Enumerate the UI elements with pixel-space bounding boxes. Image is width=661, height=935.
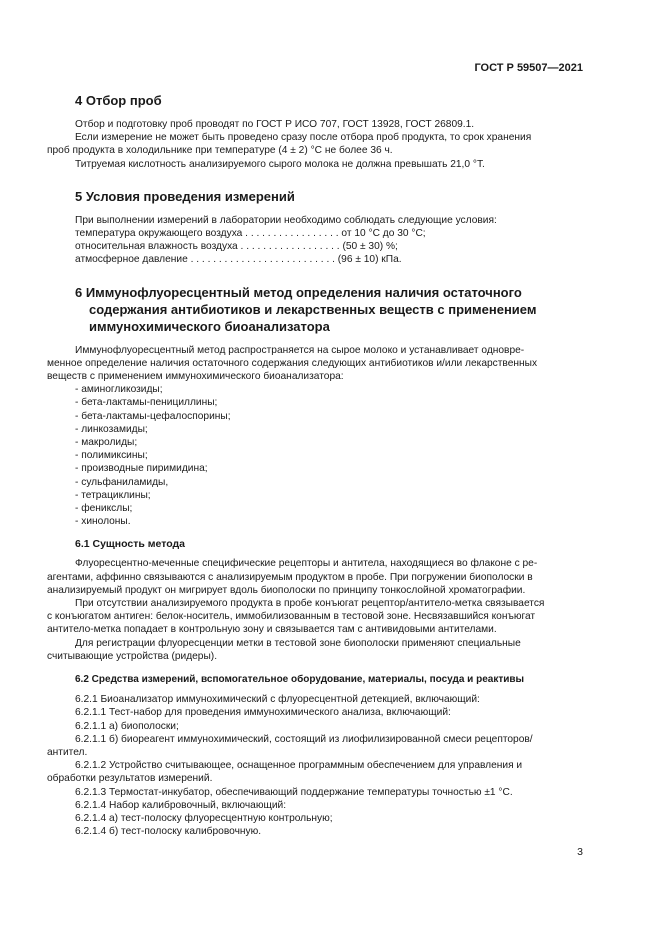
page-number: 3: [577, 846, 583, 858]
s61-p1a: Флуоресцентно-меченные специфические рецепторы и антитела, находящиеся во флаконе с ре-: [75, 558, 538, 570]
section-6-title: 6 Иммунофлуоресцентный метод определения наличия остаточного: [75, 284, 522, 300]
s61-p2c: антитело-метка попадает в контрольную зону и связывается там с антивидовыми антителами.: [47, 624, 497, 636]
s62-line: 6.2.1 Биоанализатор иммунохимический с флуоресцентной детекцией, включающий:: [75, 694, 480, 706]
s5-intro: При выполнении измерений в лаборатории необходимо соблюдать следующие условия:: [75, 214, 497, 226]
antibiotic-list: [75, 383, 583, 528]
list-item: - полимиксины;: [75, 450, 148, 462]
list-item: - линкозамиды;: [75, 423, 148, 435]
s5-row: атмосферное давление . . . . . . . . . . . . . . . . . . . . . . . . . . (96 ± 10) кПа.: [75, 254, 402, 266]
s4-p3: Титруемая кислотность анализируемого сырого молока не должна превышать 21,0 °Т.: [75, 158, 485, 170]
list-item: - макролиды;: [75, 437, 138, 449]
section-4-title: 4 Отбор проб: [75, 93, 162, 108]
s62-line: обработки результатов измерений.: [47, 773, 213, 785]
s62-line: 6.2.1.4 Набор калибровочный, включающий:: [75, 799, 287, 811]
s61-p1c: анализируемый продукт он мигрирует вдоль биополоски по принципу тонкослойной хроматографии.: [47, 584, 526, 596]
list-item: - производные пиримидина;: [75, 463, 208, 475]
section-5-title: 5 Условия проведения измерений: [75, 188, 295, 204]
s61-p2b: с конъюгатом антиген: белок-носитель, иммобилизованным в тестовой зоне. Несвязавшийся конъюгат: [47, 611, 536, 623]
s61-p1b: агентами, аффинно связываются с анализируемым продуктом в пробе. При погружении биополоски в: [47, 571, 533, 583]
s5-row: относительная влажность воздуха . . . . . . . . . . . . . . . . . . (50 ± 30) %;: [75, 241, 398, 253]
section-6-2-title: 6.2 Средства измерений, вспомогательное оборудование, материалы, посуда и реактивы: [75, 674, 525, 686]
page-content: [47, 92, 583, 838]
section-6-1-title: 6.1 Сущность метода: [75, 538, 186, 551]
list-item: - аминогликозиды;: [75, 384, 163, 396]
s61-p3a: Для регистрации флуоресценции метки в тестовой зоне биополоски применяют специальные: [75, 637, 521, 649]
list-item: - бета-лактамы-цефалоспорины;: [75, 410, 231, 422]
s62-line: 6.2.1.4 б) тест-полоску калибровочную.: [75, 826, 262, 838]
list-item: - тетрациклины;: [75, 489, 151, 501]
s61-p2a: При отсутствии анализируемого продукта в пробе конъюгат рецептор/антитело-метка связывается: [75, 598, 545, 610]
s4-p1: Отбор и подготовку проб проводят по ГОСТ Р ИСО 707, ГОСТ 13928, ГОСТ 26809.1.: [75, 119, 475, 130]
s61-p3b: считывающие устройства (ридеры).: [47, 650, 218, 662]
s6-p1a: Иммунофлуоресцентный метод распространяется на сырое молоко и устанавливает одновре-: [75, 344, 525, 356]
s6-p1c: веществ с применением иммунохимического биоанализатора:: [47, 371, 344, 383]
standard-number: ГОСТ Р 59507—2021: [474, 62, 583, 74]
s62-line: антител.: [47, 746, 88, 758]
s62-line: 6.2.1.3 Термостат-инкубатор, обеспечивающий поддержание температуры точностью ±1 °С.: [75, 786, 513, 798]
list-item: - феникслы;: [75, 503, 133, 515]
list-item: - хинолоны.: [75, 516, 131, 528]
list-item: - бета-лактамы-пенициллины;: [75, 397, 218, 409]
s4-p2b: проб продукта в холодильнике при температуре (4 ± 2) °С не более 36 ч.: [47, 145, 393, 157]
s62-line: 6.2.1.2 Устройство считывающее, оснащенное программным обеспечением для управления и: [75, 760, 523, 772]
s6-p1b: менное определение наличия остаточного содержания следующих антибиотиков и/или лекарственных: [47, 357, 538, 369]
s62-line: 6.2.1.1 а) биополоски;: [75, 720, 179, 732]
s5-row: температура окружающего воздуха . . . . . . . . . . . . . . . . . от 10 °С до 30 °С;: [75, 228, 426, 240]
s62-line: 6.2.1.4 а) тест-полоску флуоресцентную контрольную;: [75, 812, 333, 824]
section-6-title: содержания антибиотиков и лекарственных веществ с применением: [89, 301, 537, 317]
section-6-title: иммунохимического биоанализатора: [89, 318, 330, 334]
s4-p2a: Если измерение не может быть проведено сразу после отбора проб продукта, то срок хранения: [75, 132, 532, 144]
s62-line: 6.2.1.1 Тест-набор для проведения иммунохимического анализа, включающий:: [75, 707, 451, 719]
s62-line: 6.2.1.1 б) биореагент иммунохимический, состоящий из лиофилизированной смеси рецепторов/: [75, 733, 533, 745]
list-item: - сульфаниламиды,: [75, 476, 169, 488]
